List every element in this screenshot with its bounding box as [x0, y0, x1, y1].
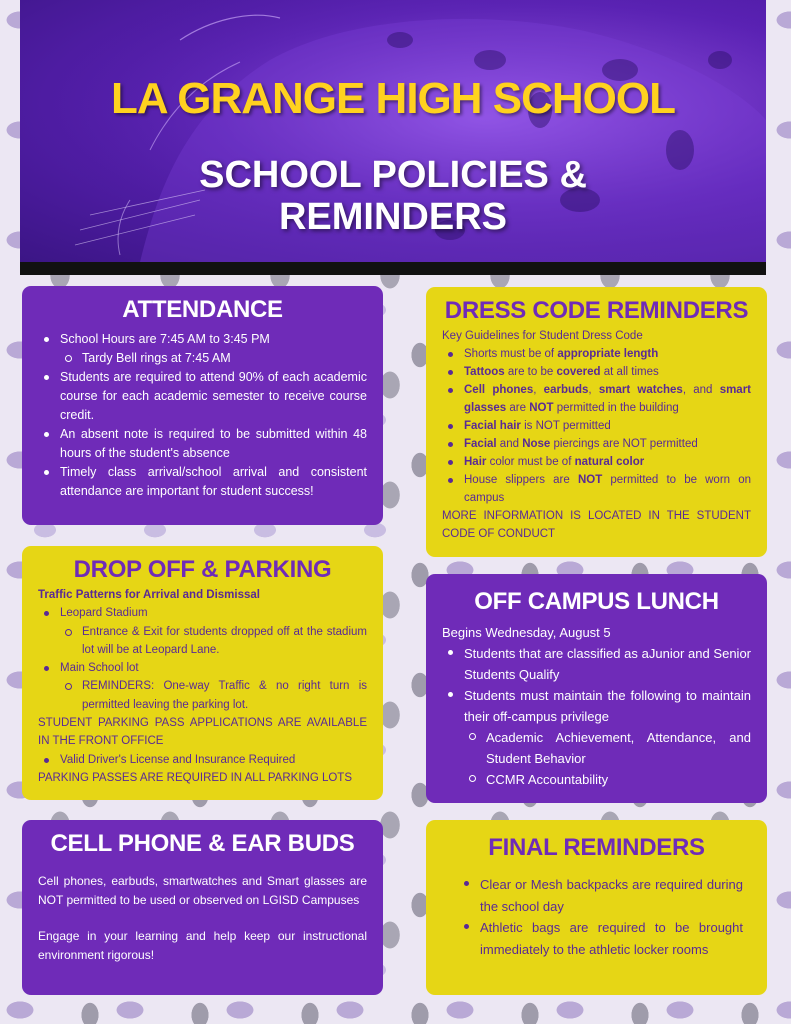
text: , and	[682, 384, 720, 396]
attendance-list	[38, 330, 367, 501]
list-item: Valid Driver's License and Insurance Required	[38, 751, 367, 769]
header-banner	[20, 0, 766, 262]
list-item: Tardy Bell rings at 7:45 AM	[38, 349, 367, 368]
parking-footer: PARKING PASSES ARE REQUIRED IN ALL PARKING LOTS	[38, 771, 352, 784]
text: ,	[533, 384, 544, 396]
banner-divider	[20, 262, 766, 275]
emphasis: smart watches	[598, 384, 683, 396]
parking-pass-note: STUDENT PARKING PASS APPLICATIONS ARE AVAILABLE IN THE FRONT OFFICE	[38, 717, 367, 748]
emphasis: NOT	[529, 402, 554, 414]
list-item: Entrance & Exit for students dropped off at the stadium lot will be at Leopard Lane.	[38, 623, 367, 660]
list-item: Students are required to attend 90% of each academic course for each academic semester to receive course credit.	[38, 368, 367, 425]
dress-code-intro: Key Guidelines for Student Dress Code	[442, 330, 643, 342]
list-item	[442, 453, 751, 471]
emphasis: covered	[556, 366, 601, 378]
final-reminders-card	[426, 820, 767, 995]
lunch-card	[426, 574, 767, 803]
text: permitted in the building	[553, 402, 679, 414]
text: are	[506, 402, 530, 414]
emphasis: Traffic Patterns for Arrival and Dismissal	[38, 589, 260, 601]
parking-card	[22, 546, 383, 800]
emphasis: Nose	[522, 438, 551, 450]
text: at all times	[600, 366, 659, 378]
text: ,	[588, 384, 599, 396]
emphasis: Cell phones	[464, 384, 534, 396]
final-reminders-list	[442, 874, 751, 960]
cell-phone-policy: Cell phones, earbuds, smartwatches and Smart glasses are NOT permitted to be used or observed on LGISD Campuses	[38, 874, 367, 907]
cell-phone-card	[22, 820, 383, 995]
emphasis: earbuds	[543, 384, 589, 396]
list-item: An absent note is required to be submitted within 48 hours of the student's absence	[38, 425, 367, 463]
list-item: Athletic bags are required to be brought immediately to the athletic locker rooms	[442, 917, 751, 960]
dress-code-heading: DRESS CODE REMINDERS	[444, 297, 749, 324]
emphasis: Hair	[464, 456, 487, 468]
emphasis: natural color	[574, 456, 645, 468]
list-item: Students that are classified as aJunior and Senior Students Qualify	[442, 643, 751, 685]
page-title	[20, 154, 766, 238]
page-title-line-2: REMINDERS	[278, 196, 508, 238]
list-item	[442, 435, 751, 453]
lunch-list	[442, 643, 751, 790]
list-item: Clear or Mesh backpacks are required during the school day	[442, 874, 751, 917]
list-item: REMINDERS: One-way Traffic & no right turn is permitted leaving the parking lot.	[38, 677, 367, 714]
list-item: CCMR Accountability	[442, 769, 751, 790]
list-item	[442, 381, 751, 417]
text: is NOT permitted	[520, 420, 611, 432]
text: House slippers are	[464, 474, 578, 486]
parking-list	[38, 604, 367, 714]
school-name: LA GRANGE HIGH SCHOOL	[110, 74, 676, 123]
emphasis: Facial hair	[464, 420, 521, 432]
text: color must be of	[486, 456, 575, 468]
list-item	[442, 417, 751, 435]
text: piercings are NOT permitted	[550, 438, 698, 450]
list-item	[442, 345, 751, 363]
attendance-card	[22, 286, 383, 525]
cell-phone-heading: CELL PHONE & EAR BUDS	[50, 830, 355, 857]
list-item: Academic Achievement, Attendance, and Student Behavior	[442, 727, 751, 769]
emphasis: NOT	[577, 474, 603, 486]
attendance-heading: ATTENDANCE	[122, 296, 283, 323]
page-title-line-1: SCHOOL POLICIES &	[199, 154, 587, 196]
lunch-heading: OFF CAMPUS LUNCH	[474, 588, 719, 615]
dress-code-footer: MORE INFORMATION IS LOCATED IN THE STUDENT CODE OF CONDUCT	[442, 510, 751, 540]
list-item: Main School lot	[38, 659, 367, 677]
emphasis: Tattoos	[464, 366, 505, 378]
list-item: School Hours are 7:45 AM to 3:45 PM	[38, 330, 367, 349]
emphasis: smart glasses	[464, 384, 752, 414]
text: Shorts must be of	[464, 348, 558, 360]
list-item: Timely class arrival/school arrival and consistent attendance are important for student success!	[38, 463, 367, 501]
list-item: Students must maintain the following to maintain their off-campus privilege	[442, 685, 751, 727]
emphasis: appropriate length	[557, 348, 659, 360]
emphasis: Facial	[464, 438, 497, 450]
parking-license-list	[38, 751, 367, 769]
list-item	[442, 363, 751, 381]
dress-code-card	[426, 287, 767, 557]
list-item: Leopard Stadium	[38, 604, 367, 622]
final-reminders-heading: FINAL REMINDERS	[488, 834, 705, 861]
text: are to be	[504, 366, 557, 378]
text: permitted to be worn on campus	[464, 474, 751, 504]
parking-heading: DROP OFF & PARKING	[73, 556, 332, 583]
dress-code-list	[442, 345, 751, 507]
list-item	[442, 471, 751, 507]
parking-subheading	[38, 586, 367, 604]
cell-phone-encouragement: Engage in your learning and help keep our instructional environment rigorous!	[38, 929, 367, 962]
lunch-intro: Begins Wednesday, August 5	[442, 625, 611, 640]
text: and	[496, 438, 523, 450]
